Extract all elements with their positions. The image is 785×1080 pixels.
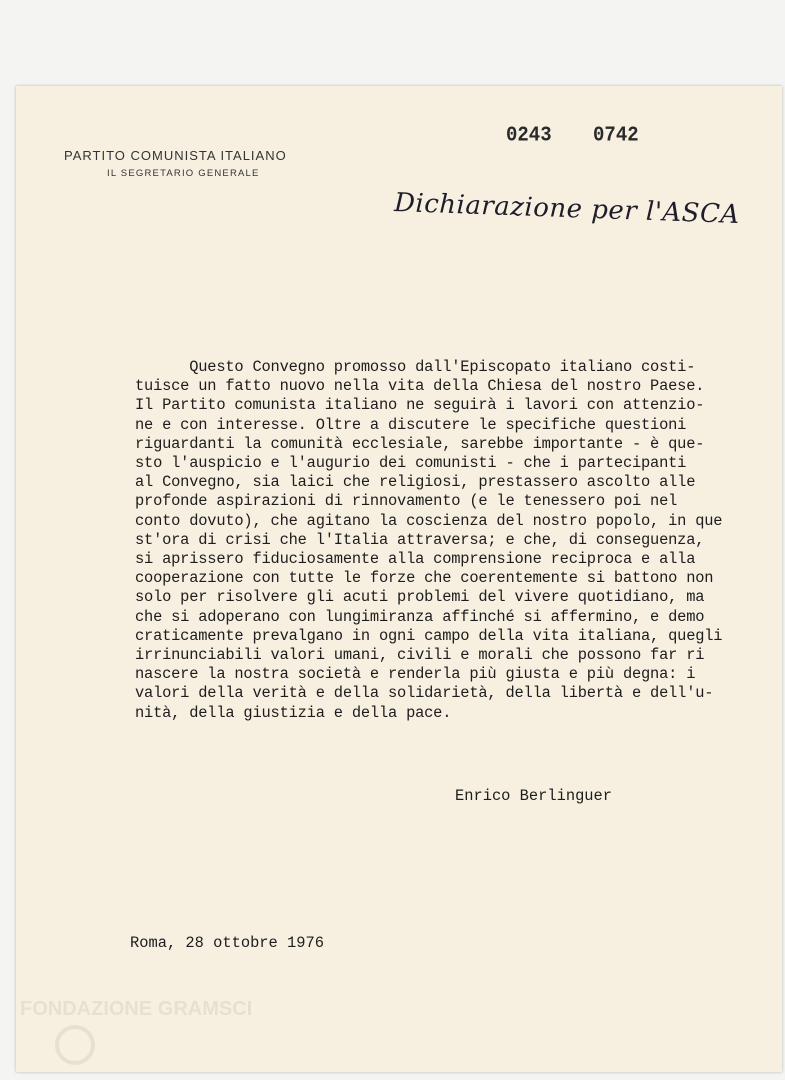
body-line: Questo Convegno promosso dall'Episcopato italiano costi-	[135, 358, 696, 376]
party-name: PARTITO COMUNISTA ITALIANO	[64, 148, 287, 163]
watermark-text: FONDAZIONE GRAMSCI	[20, 998, 253, 1020]
dateline: Roma, 28 ottobre 1976	[130, 934, 324, 952]
body-line: che si adoperano con lungimiranza affinché si affermino, e demo	[135, 607, 705, 626]
body-line: Il Partito comunista italiano ne seguirà i lavori con attenzio-	[135, 396, 705, 415]
body-line: solo per risolvere gli acuti problemi del vivere quotidiano, ma	[135, 588, 705, 607]
watermark-logo	[20, 990, 253, 1070]
archive-number-2: 0742	[593, 122, 639, 148]
body-line: craticamente prevalgano in ogni campo della vita italiana, quegli	[135, 626, 723, 645]
body-line: conto dovuto), che agitano la coscienza del nostro popolo, in que	[135, 511, 723, 530]
body-line: cooperazione con tutte le forze che coerentemente si battono non	[135, 569, 714, 588]
body-line: si aprissero fiduciosamente alla comprensione reciproca e alla	[135, 550, 696, 569]
body-line: sto l'auspicio e l'augurio dei comunisti - che i partecipanti	[135, 454, 687, 473]
archive-number-1: 0243	[506, 122, 552, 148]
body-line: riguardanti la comunità ecclesiale, sarebbe importante - è que-	[135, 434, 705, 453]
signature: Enrico Berlinguer	[455, 787, 613, 805]
body-line: nascere la nostra società e renderla più giusta e più degna: i	[135, 665, 696, 684]
body-line: nità, della giustizia e della pace.	[135, 703, 452, 722]
letterhead	[64, 148, 287, 179]
body-line: al Convegno, sia laici che religiosi, prestassero ascolto alle	[135, 473, 696, 492]
archive-numbers	[506, 123, 669, 147]
body-line: profonde aspirazioni di rinnovamento (e le tenessero poi nel	[135, 492, 678, 511]
body-line: ne e con interesse. Oltre a discutere le specifiche questioni	[135, 415, 687, 434]
body-line: st'ora di crisi che l'Italia attraversa; e che, di conseguenza,	[135, 530, 705, 549]
body-line: valori della verità e della solidarietà, della libertà e dell'u-	[135, 684, 714, 703]
secretary-title: IL SEGRETARIO GENERALE	[107, 168, 260, 179]
letter-body	[135, 358, 775, 723]
handwritten-note: Dichiarazione per l'ASCA	[393, 187, 741, 231]
body-line: irrinunciabili valori umani, civili e morali che possono far ri	[135, 646, 705, 665]
body-line: tuisce un fatto nuovo nella vita della Chiesa del nostro Paese.	[135, 377, 705, 396]
